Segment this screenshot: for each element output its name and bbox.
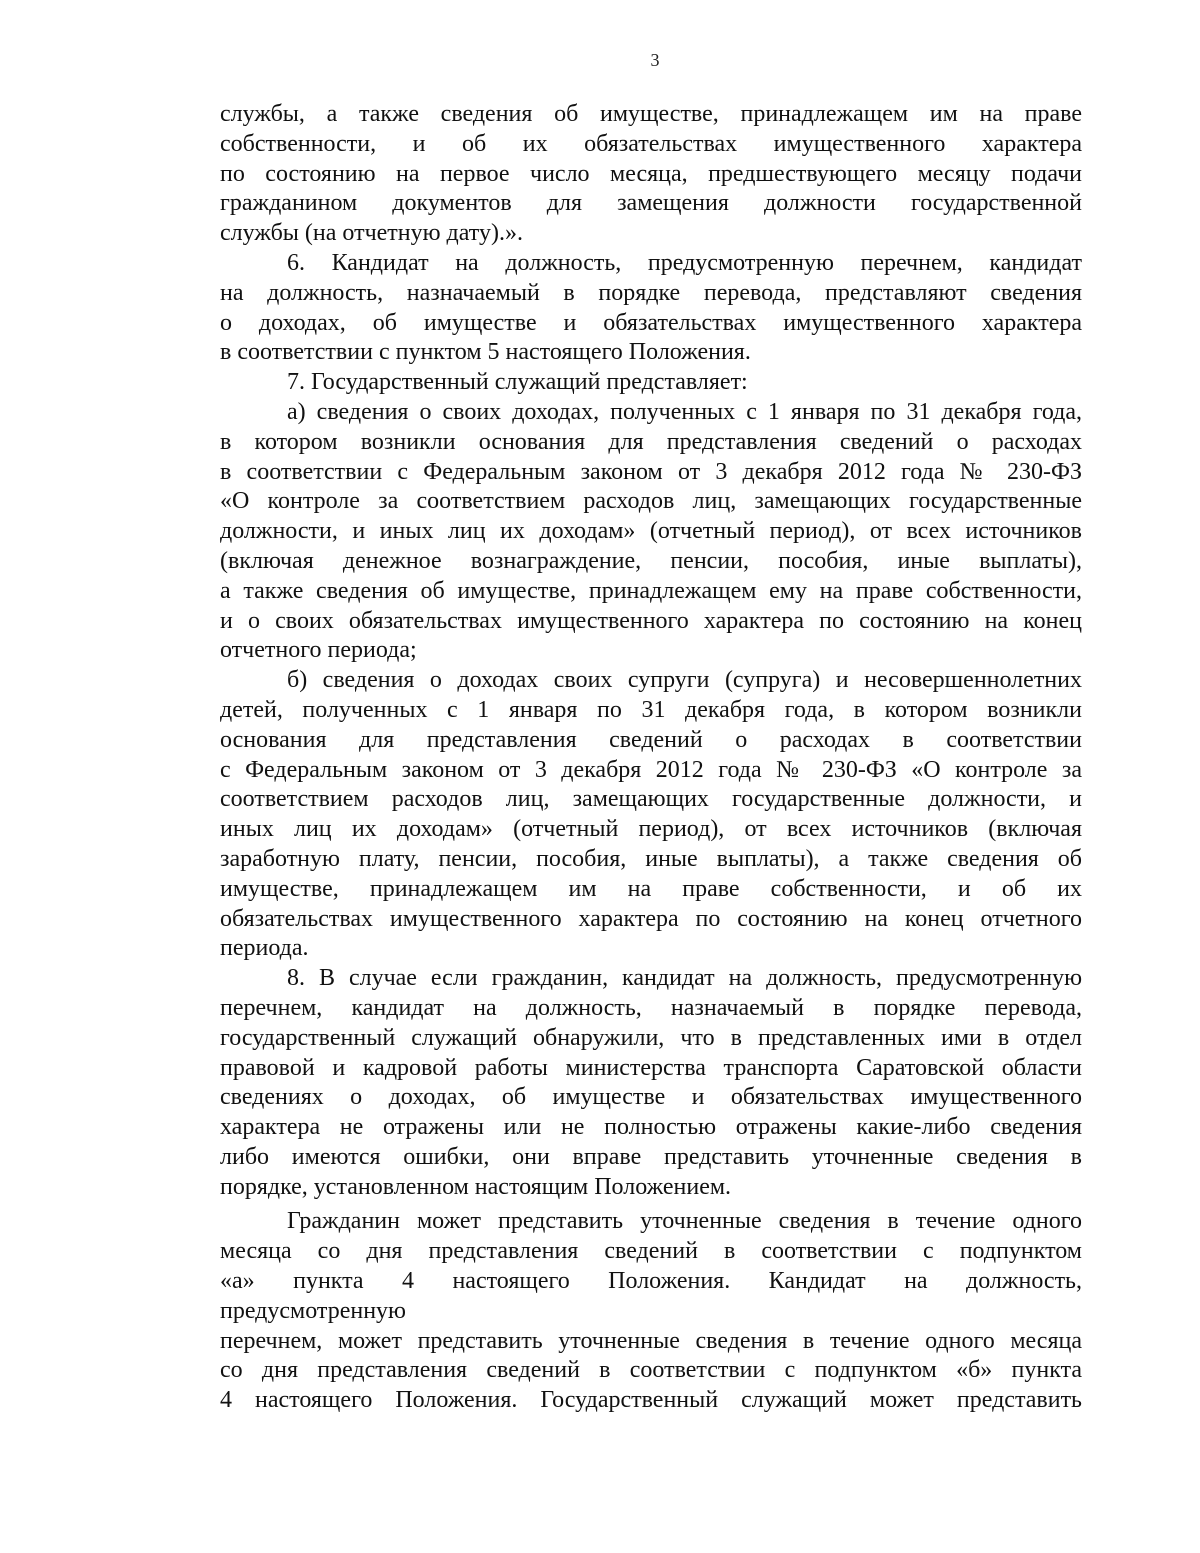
text-line: «а» пункта 4 настоящего Положения. Кандидат на должность, (220, 1268, 1082, 1295)
text-line: должности, и иных лиц их доходам» (отчетный период), от всех источников (220, 518, 1082, 545)
text-line: 7. Государственный служащий представляет: (287, 369, 748, 396)
text-line: государственный служащий обнаружили, что в представленных ими в отдел (220, 1024, 1082, 1051)
text-line: службы (на отчетную дату).». (220, 220, 523, 247)
text-line: в котором возникли основания для представления сведений о расходах (220, 428, 1082, 455)
text-line: «О контроле за соответствием расходов лиц, замещающих государственные (220, 488, 1082, 515)
text-line: имуществе, принадлежащем им на праве собственности, и об их (220, 875, 1082, 902)
text-line: соответствием расходов лиц, замещающих государственные должности, и (220, 786, 1082, 813)
text-line: иных лиц их доходам» (отчетный период), от всех источников (включая (220, 816, 1082, 843)
text-line: собственности, и об их обязательствах имущественного характера (220, 130, 1082, 157)
text-line: либо имеются ошибки, они вправе представить уточненные сведения в (220, 1143, 1082, 1170)
text-line: службы, а также сведения об имуществе, принадлежащем им на праве (220, 101, 1082, 127)
text-line: и о своих обязательствах имущественного характера по состоянию на конец (220, 607, 1082, 634)
text-line: по состоянию на первое число месяца, предшествующего месяцу подачи (220, 160, 1082, 187)
text-line: детей, полученных с 1 января по 31 декабря года, в котором возникли (220, 696, 1082, 723)
page-number: 3 (650, 50, 660, 70)
text-line: а также сведения об имуществе, принадлежащем ему на праве собственности, (220, 577, 1082, 604)
text-line: периода. (220, 935, 309, 962)
text-line: обязательствах имущественного характера по состоянию на конец отчетного (220, 905, 1082, 932)
text-line: со дня представления сведений в соответствии с подпунктом «б» пункта (220, 1357, 1082, 1384)
text-line: месяца со дня представления сведений в соответствии с подпунктом (220, 1238, 1082, 1265)
text-line: порядке, установленном настоящим Положением. (220, 1173, 732, 1200)
text-line: 8. В случае если гражданин, кандидат на должность, предусмотренную (287, 965, 1082, 992)
text-line: (включая денежное вознаграждение, пенсии, пособия, иные выплаты), (220, 547, 1082, 574)
text-line: характера не отражены или не полностью отражены какие-либо сведения (220, 1114, 1082, 1141)
text-line: правовой и кадровой работы министерства транспорта Саратовской области (220, 1054, 1082, 1081)
text-line: гражданином документов для замещения должности государственной (220, 190, 1082, 217)
text-line: сведениях о доходах, об имуществе и обязательствах имущественного (220, 1084, 1082, 1111)
text-line: основания для представления сведений о расходах в соответствии (220, 726, 1082, 753)
text-line: предусмотренную (220, 1297, 406, 1324)
text-line: перечнем, может представить уточненные сведения в течение одного месяца (220, 1327, 1082, 1354)
text-line: в соответствии с пунктом 5 настоящего Положения. (220, 339, 751, 366)
text-line: отчетного периода; (220, 637, 417, 664)
text-line: заработную плату, пенсии, пособия, иные выплаты), а также сведения об (220, 845, 1082, 872)
text-line: 6. Кандидат на должность, предусмотренную перечнем, кандидат (287, 249, 1082, 276)
text-line: б) сведения о доходах своих супруги (супруга) и несовершеннолетних (287, 667, 1082, 694)
text-line: 4 настоящего Положения. Государственный служащий может представить (220, 1387, 1082, 1414)
body-text (220, 100, 1082, 1416)
text-line: Гражданин может представить уточненные сведения в течение одного (287, 1208, 1082, 1235)
text-line: а) сведения о своих доходах, полученных с 1 января по 31 декабря года, (287, 398, 1082, 425)
text-line: на должность, назначаемый в порядке перевода, представляют сведения (220, 279, 1082, 306)
text-line: с Федеральным законом от 3 декабря 2012 года № 230-ФЗ «О контроле за (220, 756, 1082, 783)
text-line: перечнем, кандидат на должность, назначаемый в порядке перевода, (220, 994, 1082, 1021)
text-line: о доходах, об имуществе и обязательствах имущественного характера (220, 309, 1082, 336)
text-line: в соответствии с Федеральным законом от 3 декабря 2012 года № 230-ФЗ (220, 458, 1082, 485)
